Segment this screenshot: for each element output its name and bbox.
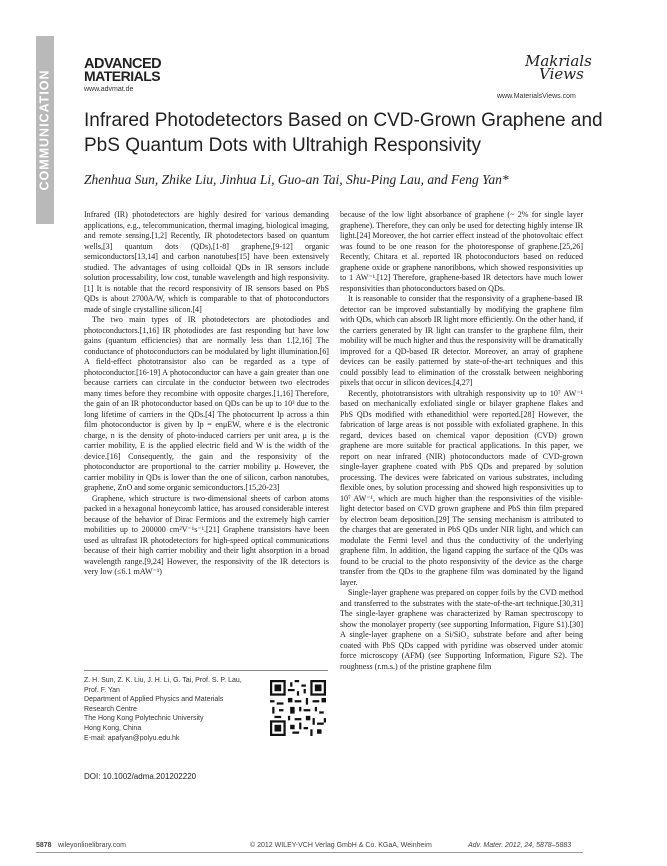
paragraph: It is reasonable to consider that the responsivity of a graphene-based IR detector can be improved substantially by modifying the graphene film with QDs, which can absorb IR light more efficiently. On the other hand, if the carriers generated by IR light can transfer to the graphene film, their mobility will be much higher and thus the responsivity will be dramatically improved for a QD-based IR detector. Moreover, an array of graphene devices can be easily patterned by state-of-the-art techniques and this could possibly lead to elimination of the crosstalk between neighboring pixels that occur in silicon devices.[4,27] [340, 294, 583, 387]
footer-site[interactable]: wileyonlinelibrary.com [58, 842, 126, 849]
affiliation-line: Hong Kong, China [84, 724, 142, 732]
mv-logo-line-1: Makrials [525, 52, 592, 70]
affiliation-line: Prof. F. Yan [84, 686, 120, 694]
page-number: 5878 [36, 842, 52, 849]
text-column-left [84, 210, 329, 578]
materials-views-url[interactable]: www.MaterialsViews.com [497, 93, 576, 100]
section-label-container [36, 36, 54, 224]
paragraph: Recently, phototransistors with ultrahigh responsivity up to 10⁷ AW⁻¹ based on mechanically exfoliated single or bilayer graphene flakes and PbS QDs modified with ethanedithiol were reported.[28] However, the fabrication of large areas is not possible with exfoliated graphene. In this regard, devices based on chemical vapor deposition (CVD) grown graphene are more suitable for practical applications. In this paper, we report on near infrared (NIR) photoconductors made of CVD-grown single-layer graphene coated with PbS QDs and prepared by solution processing. The devices were fabricated on various substrates, including flexible ones, by solution processing and showed high responsivities up to 10⁷ AW⁻¹, which are much higher than the responsivities of the visible-light detector based on CVD grown graphene and PbS thin film prepared by electron beam deposition.[29] The sensing mechanism is attributed to the charges that are generated in PbS QDs under NIR light, and which can modulate the Fermi level and thus the conductivity of the underlying graphene film. In addition, the ligand capping the surface of the QDs was found to be crucial to the photo responsivity of the device as the charge transfer from the QDs to the graphene film was dominated by the ligand layer. [340, 388, 583, 587]
materials-views-logo [525, 52, 592, 83]
footer-citation: Adv. Mater. 2012, 24, 5878–5883 [468, 842, 572, 849]
footer-divider [36, 852, 583, 853]
section-label: COMMUNICATION [38, 69, 52, 191]
paragraph: because of the low light absorbance of graphene (~ 2% for single layer graphene). Therefore, they can only be used for detecting highly intense IR light.[24] Moreover, the hot carrier effect instead of the photovoltaic effect was found to be one reason for the photoresponse of graphene.[25,26] Recently, Chitara et al. reported IR photoconductors based on reduced graphene oxide or graphene nanoribbons, which showed responsivities up to 1 AW⁻¹.[12] Therefore, graphene-based IR detectors have much lower responsivities than photoconductors based on QDs. [340, 210, 583, 293]
affiliation-divider [84, 670, 328, 671]
journal-url[interactable]: www.advmat.de [84, 86, 134, 93]
mv-logo-line-2: Views [539, 65, 584, 83]
logo-line-2: MATERIALS [84, 68, 161, 84]
qr-code-icon [270, 680, 326, 736]
affiliation-line: Z. H. Sun, Z. K. Liu, J. H. Li, G. Tai, Prof. S. P. Lau, [84, 677, 242, 684]
paragraph: Single-layer graphene was prepared on copper foils by the CVD method and transferred to the substrates with the state-of-the-art technique.[30,31] The single-layer graphene was characterized by Raman spectroscopy to show the monolayer property (see supporting Information, Figure S1).[30] A single-layer graphene on a Si/SiO₂ substrate before and after being coated with PbS QDs capped with pyridine was observed under atomic force microscopy (AFM) (see Supporting Information, Figure S2). The roughness (r.m.s.) of the pristine graphene film [340, 588, 583, 671]
article-title: Infrared Photodetectors Based on CVD-Grown Graphene and PbS Quantum Dots with Ultrahigh Responsivity [84, 110, 603, 156]
footer-copyright: © 2012 WILEY-VCH Verlag GmbH & Co. KGaA, Weinheim [250, 842, 432, 849]
text-column-right [340, 210, 583, 672]
affiliation-block [84, 676, 269, 743]
paragraph: Infrared (IR) photodetectors are highly desired for various demanding applications, e.g., telecommunication, thermal imaging, biological imaging, and remote sensing.[1,2] Recently, IR photodetectors based on quantum wells,[3] quantum dots (QDs),[1-8] graphene,[9-12] organic semiconductors[13,14] and carbon nanotubes[15] have been extensively studied. The advantages of using colloidal QDs in IR sensors include solution processability, low cost, tunable wavelength and high responsivity.[1] It is notable that the record responsivity of IR sensors based on PbS QDs is about 2700A/W, which is comparable to that of photoconductors made of single crystalline silicon.[4] [84, 210, 329, 314]
affiliation-line: Research Centre [84, 705, 137, 713]
paragraph: The two main types of IR photodetectors are photodiodes and photoconductors.[1,16] IR photodiodes are fast responding but have low gains (quantum efficiencies) that are normally less than 1.[2,16] The conductance of photoconductors can be modulated by light illumination.[6] A field-effect phototransistor also can be regarded as a type of photoconductor.[16-19] A photoconductor can have a gain greater than one because carriers can circulate in the conductor between two electrodes many times before they recombine with opposite charges.[1,16] Therefore, the gain of an IR photoconductor based on QDs can be up to 10³ due to the long lifetime of carriers in the QDs.[4] The photocurrent Ip across a thin film photoconductor is given by Ip = enμEW, where e is the electronic charge, n is the density of photo-induced carriers per unit area, μ is the carrier mobility, E is the applied electric field and W is the width of the device.[16] Consequently, the gain and the responsivity of the photoconductor are proportional to the carrier mobility μ. However, the carrier mobility in QDs is lower than the one of silicon, carbon nanotubes, graphene, ZnO and some organic semiconductors.[15,20-23] [84, 315, 329, 492]
logo-line-1: ADVANCED [84, 56, 162, 72]
author-list: Zhenhua Sun, Zhike Liu, Jinhua Li, Guo-an Tai, Shu-Ping Lau, and Feng Yan* [84, 172, 509, 187]
affiliation-line: Department of Applied Physics and Materials [84, 696, 224, 704]
affiliation-line: The Hong Kong Polytechnic University [84, 715, 204, 723]
affiliation-email[interactable]: E-mail: apafyan@polyu.edu.hk [84, 734, 180, 742]
paragraph: Graphene, which structure is two-dimensional sheets of carbon atoms packed in a hexagonal honeycomb lattice, has aroused considerable interest because of the behavior of Dirac Fermions and the extremely high carrier mobilities up to 200000 cm²V⁻¹s⁻¹.[21] Graphene transistors have been used as ultrafast IR photodetectors for high-speed optical communications because of their high carrier mobility and their light absorption in a broad wavelength range.[9,24] However, the responsivity of the IR detectors is very low (≤6.1 mAW⁻¹) [84, 493, 329, 576]
advanced-materials-logo [84, 58, 161, 82]
doi[interactable]: DOI: 10.1002/adma.201202220 [84, 772, 197, 781]
